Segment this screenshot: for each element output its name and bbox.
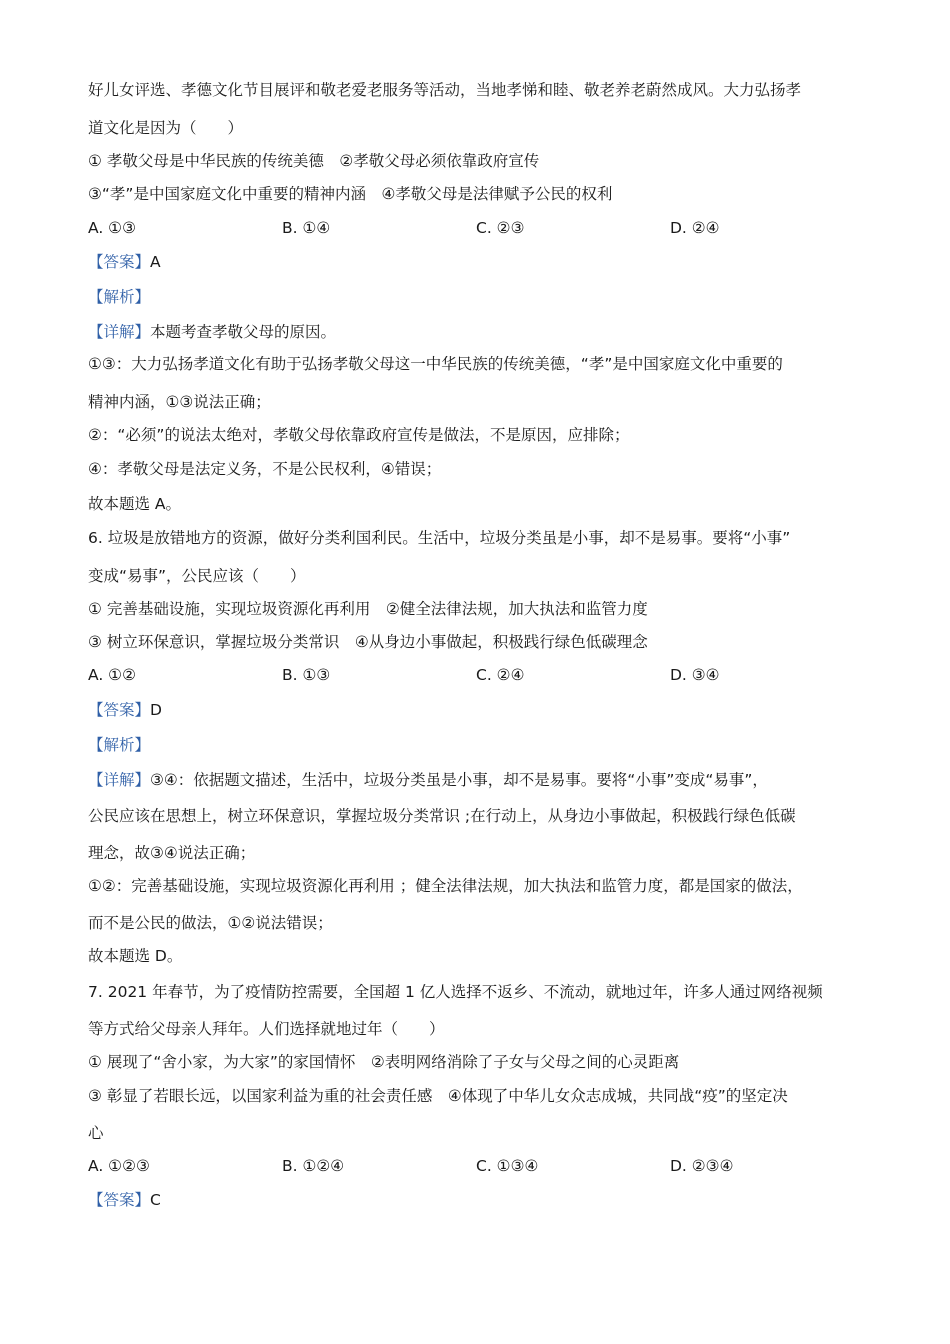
- q7-answer: [88, 1190, 878, 1210]
- q5-statement-2: ③“孝”是中国家庭文化中重要的精神内涵 ④孝敬父母是法律赋予公民的权利: [88, 185, 613, 203]
- q6-answer: [88, 700, 878, 720]
- q5-detail-line-2: ①③：大力弘扬孝道文化有助于弘扬孝敬父母这一中华民族的传统美德，“孝”是中国家庭文化中重要的: [88, 355, 783, 373]
- q6-analysis-tag: 【解析】: [88, 736, 151, 754]
- q6-option-d: D. ③④: [670, 666, 720, 684]
- q6-detail-line-3: 理念，故③④说法正确；: [88, 844, 256, 862]
- answer-value: C: [150, 1191, 161, 1209]
- q6-option-a: A. ①②: [88, 666, 136, 684]
- q6-detail-line-6: 故本题选 D。: [88, 947, 183, 965]
- q5-analysis-tag: 【解析】: [88, 288, 151, 306]
- q5-answer: [88, 252, 878, 272]
- q5-option-b: B. ①④: [282, 219, 331, 237]
- detail-tag: 【详解】: [88, 771, 151, 789]
- q6-detail-line-2: 公民应该在思想上，树立环保意识，掌握垃圾分类常识 ;在行动上，从身边小事做起，积极践行绿色低碳: [88, 807, 796, 825]
- q7-option-c: C. ①③④: [476, 1157, 539, 1175]
- q7-stem-line-2: 等方式给父母亲人拜年。人们选择就地过年（ ）: [88, 1020, 445, 1038]
- q7-option-d: D. ②③④: [670, 1157, 734, 1175]
- answer-tag: 【答案】: [88, 1191, 151, 1209]
- q7-option-b: B. ①②④: [282, 1157, 345, 1175]
- detail-tag: 【详解】: [88, 323, 151, 341]
- q6-detail-line-5: 而不是公民的做法，①②说法错误；: [88, 914, 333, 932]
- q7-option-a: A. ①②③: [88, 1157, 150, 1175]
- q5-detail-line-6: 故本题选 A。: [88, 495, 182, 513]
- q6-detail-line-4: ①②：完善基础设施，实现垃圾资源化再利用 ；健全法律法规，加大执法和监管力度，都是国家的做法，: [88, 877, 803, 895]
- q5-option-c: C. ②③: [476, 219, 525, 237]
- q6-detail-line-1: 【详解】③④：依据题文描述，生活中，垃圾分类虽是小事，却不是易事。要将“小事”变成“易事”，: [88, 771, 768, 789]
- q6-stem-line-1: 6. 垃圾是放错地方的资源，做好分类利国利民。生活中，垃圾分类虽是小事，却不是易事。要将“小事”: [88, 529, 791, 547]
- q7-statement-2-wrap: 心: [88, 1124, 104, 1142]
- q7-statement-2: ③ 彰显了若眼长远，以国家利益为重的社会责任感 ④体现了中华儿女众志成城，共同战“疫”的坚定决: [88, 1087, 788, 1105]
- answer-value: A: [150, 253, 161, 271]
- q5-option-d: D. ②④: [670, 219, 720, 237]
- q5-detail-line-3: 精神内涵，①③说法正确；: [88, 393, 271, 411]
- answer-tag: 【答案】: [88, 253, 151, 271]
- q6-statement-1: ① 完善基础设施，实现垃圾资源化再利用 ②健全法律法规，加大执法和监管力度: [88, 600, 648, 618]
- q5-detail-line-1: 【详解】本题考查孝敬父母的原因。: [88, 323, 337, 341]
- q6-statement-2: ③ 树立环保意识，掌握垃圾分类常识 ④从身边小事做起，积极践行绿色低碳理念: [88, 633, 648, 651]
- q7-statement-1: ① 展现了“舍小家，为大家”的家国情怀 ②表明网络消除了子女与父母之间的心灵距离: [88, 1053, 680, 1071]
- q5-option-a: A. ①③: [88, 219, 136, 237]
- q5-detail-line-4: ②：“必须”的说法太绝对，孝敬父母依靠政府宣传是做法，不是原因，应排除；: [88, 426, 630, 444]
- q5-stem-line-1: 好儿女评选、孝德文化节目展评和敬老爱老服务等活动，当地孝悌和睦、敬老养老蔚然成风。大力弘扬孝: [88, 81, 802, 99]
- answer-value: D: [150, 701, 162, 719]
- q7-stem-line-1: 7. 2021 年春节，为了疫情防控需要，全国超 1 亿人选择不返乡、不流动，就地过年，许多人通过网络视频: [88, 983, 823, 1001]
- answer-tag: 【答案】: [88, 701, 151, 719]
- q5-statement-1: ① 孝敬父母是中华民族的传统美德 ②孝敬父母必须依靠政府宣传: [88, 152, 540, 170]
- q6-option-c: C. ②④: [476, 666, 525, 684]
- q5-detail-line-5: ④：孝敬父母是法定义务，不是公民权利，④错误；: [88, 460, 442, 478]
- q6-option-b: B. ①③: [282, 666, 331, 684]
- q5-stem-line-2: 道文化是因为（ ）: [88, 119, 244, 137]
- q6-stem-line-2: 变成“易事”，公民应该（ ）: [88, 567, 306, 585]
